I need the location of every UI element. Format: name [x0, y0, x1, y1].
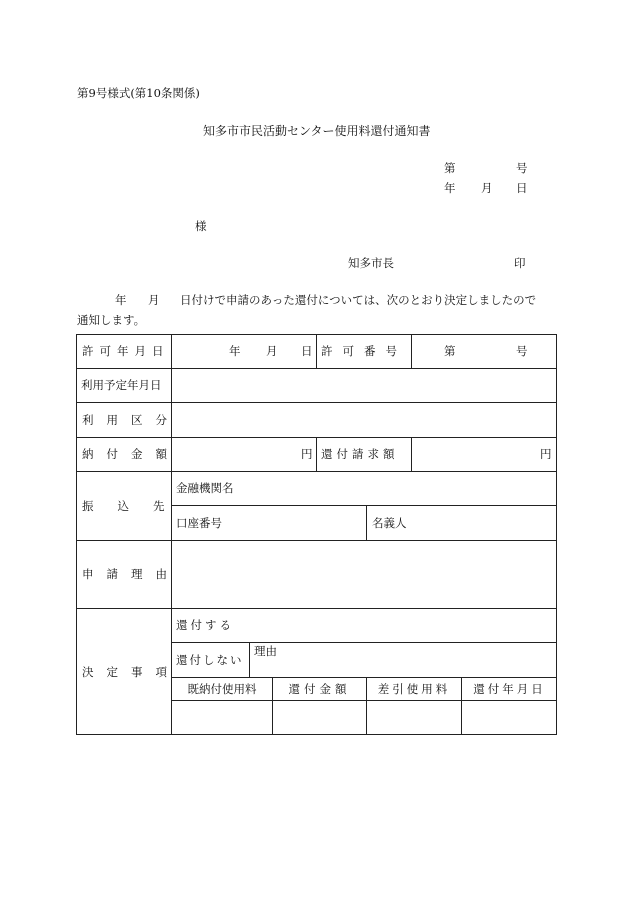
body-month: 月	[148, 293, 160, 307]
body-text: 日付けで申請のあった還付については、次のとおり決定しましたので	[180, 293, 537, 307]
doc-number-go: 号	[516, 161, 528, 175]
refund-request-yen: 円	[540, 447, 552, 461]
refusal-reason-label: 理由	[254, 644, 277, 658]
date-year: 年	[444, 181, 456, 195]
body-year: 年	[115, 293, 127, 307]
doc-number-dai: 第	[444, 161, 456, 175]
col-refund-date: 還付年月日	[473, 681, 546, 696]
permit-date-year: 年	[229, 344, 241, 358]
account-number-label: 口座番号	[176, 515, 222, 530]
form-number: 第9号様式(第10条関係)	[77, 86, 200, 100]
category-label: 利用区分	[82, 412, 180, 427]
permit-number-label: 許可番号	[321, 344, 407, 358]
transfer-label: 振込先	[82, 498, 189, 513]
permit-number-dai: 第	[444, 344, 456, 358]
refund-form-table	[76, 334, 557, 735]
body-text-line2: 通知します。	[77, 313, 146, 327]
bank-name-label: 金融機関名	[176, 481, 234, 495]
application-reason-label: 申請理由	[82, 567, 180, 581]
permit-date-day: 日	[301, 344, 313, 358]
col-paid-fee: 既納付使用料	[187, 681, 257, 696]
paid-amount-yen: 円	[301, 447, 313, 461]
decision-label: 決定事項	[82, 664, 180, 679]
permit-date-label: 許可年月日	[82, 344, 170, 358]
account-holder-label: 名義人	[372, 515, 407, 530]
refund-request-label: 還付請求額	[321, 447, 399, 461]
seal-mark: 印	[514, 256, 526, 270]
addressee-suffix: 様	[195, 219, 207, 233]
date-day: 日	[516, 181, 528, 195]
date-month: 月	[481, 181, 493, 195]
paid-amount-label: 納付金額	[82, 447, 180, 461]
permit-date-month: 月	[266, 344, 278, 358]
planned-date-label: 利用予定年月日	[81, 378, 162, 392]
refund-no-option: 還付しない	[176, 652, 244, 667]
refund-yes-option: 還付する	[176, 618, 234, 632]
col-net-fee: 差引使用料	[377, 681, 451, 696]
issuer: 知多市長	[348, 256, 394, 270]
permit-number-go: 号	[516, 344, 528, 358]
document-title: 知多市市民活動センター使用料還付通知書	[203, 124, 431, 138]
col-refund-amount: 還付金額	[288, 681, 351, 696]
